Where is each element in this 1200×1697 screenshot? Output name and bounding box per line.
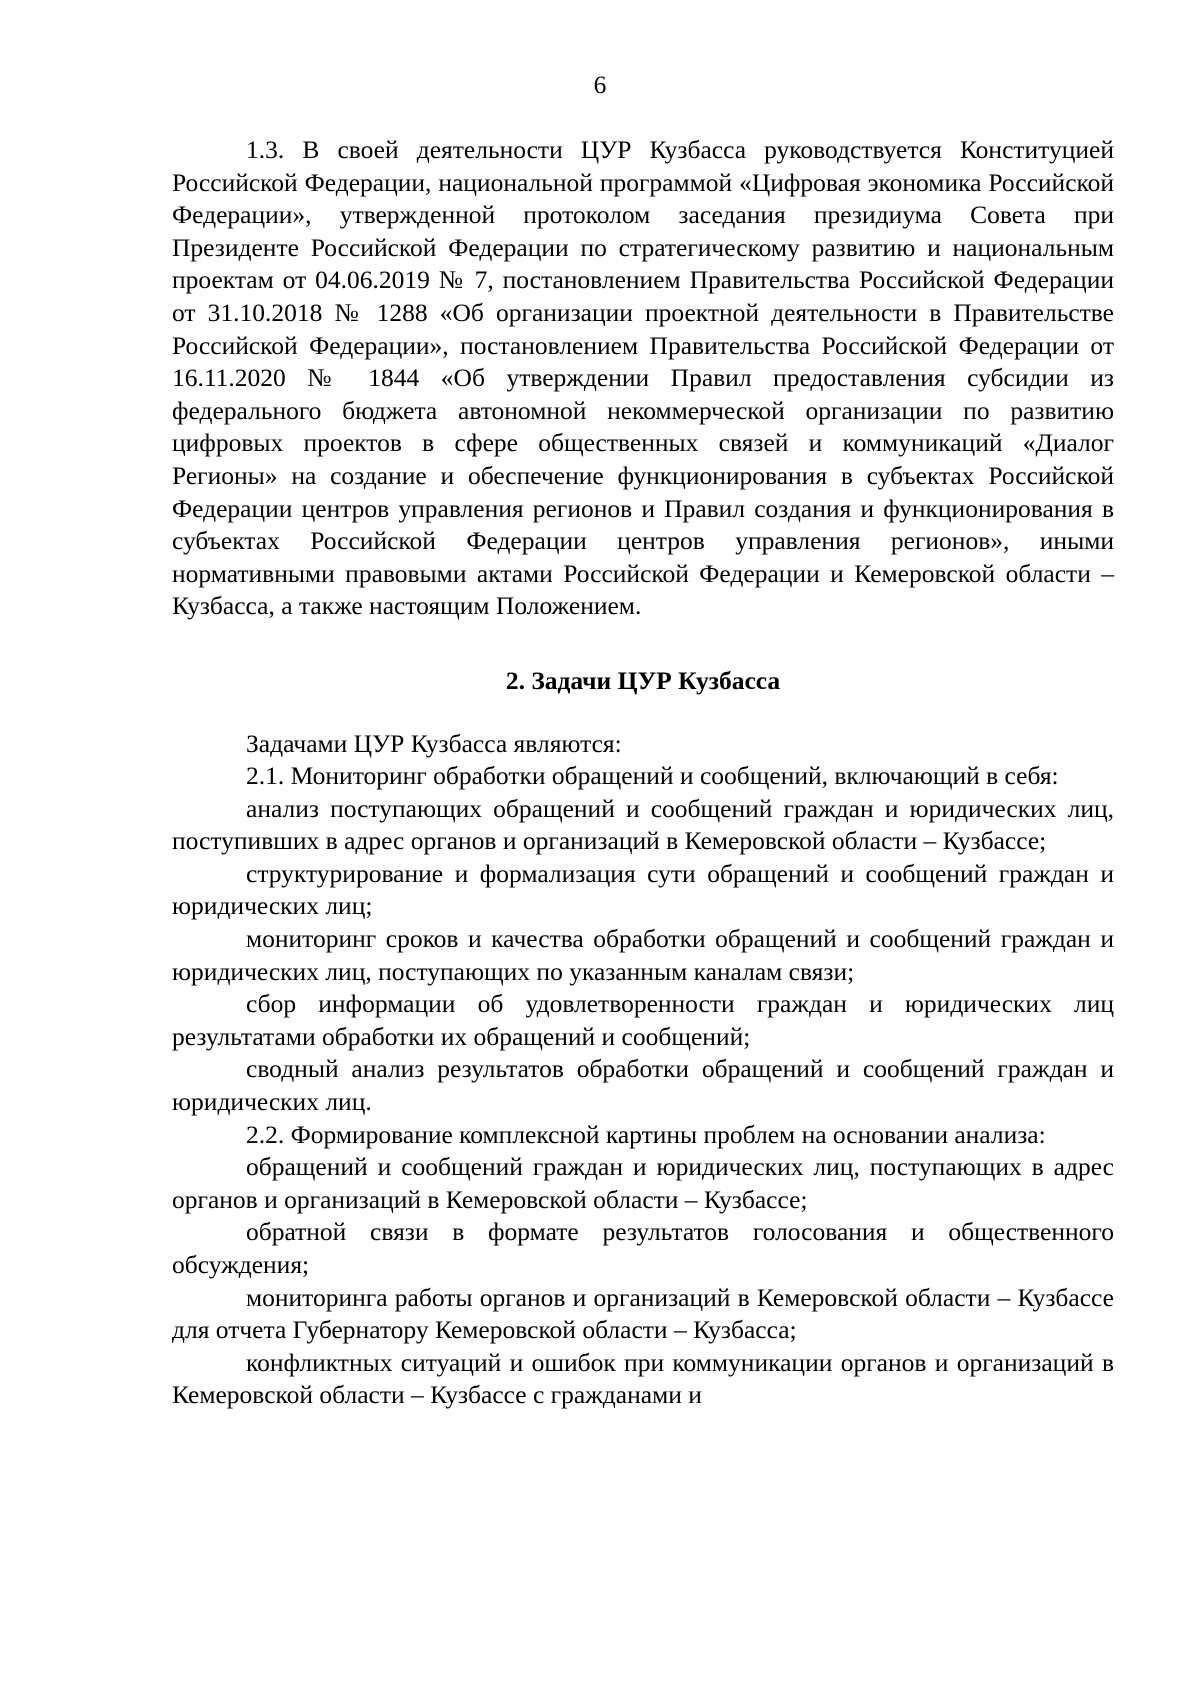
- page-number: 6: [593, 70, 607, 99]
- paragraph: 2.2. Формирование комплексной картины проблем на основании анализа:: [246, 1119, 1046, 1149]
- paragraph: структурирование и формализация сути обращений и сообщений граждан и юридических лиц;: [172, 858, 1114, 921]
- paragraph: сводный анализ результатов обработки обращений и сообщений граждан и юридических лиц.: [172, 1054, 1114, 1117]
- paragraph: обращений и сообщений граждан и юридических лиц, поступающих в адрес органов и организаций в Кемеровской области – Кузбассе;: [172, 1152, 1114, 1214]
- paragraph: мониторинг сроков и качества обработки обращений и сообщений граждан и юридических лиц, поступающих по указанным каналам связи;: [172, 924, 1114, 986]
- paragraph: Задачами ЦУР Кузбасса являются:: [246, 728, 622, 758]
- paragraph-1-3: 1.3. В своей деятельности ЦУР Кузбасса руководствуется Конституцией Российской Федерации, национальной программой «Цифровая экономика Российской Федерации», утвержденной протоколом заседания президиума Совета при Президенте Российской Федерации по стратегическому развитию и национальным проектам от 04.06.2019 № 7, постановлением Правительства Российской Федерации от 31.10.2018 № 1288 «Об организации проектной деятельности в Правительстве Российской Федерации», постановлением Правительства Российской Федерации от 16.11.2020 № 1844 «Об утверждении Правил предоставления субсидии из федерального бюджета автономной некоммерческой организации по развитию цифровых проектов в сфере общественных связей и коммуникаций «Диалог Регионы» на создание и обеспечение функционирования в субъектах Российской Федерации центров управления регионов и Правил создания и функционирования в субъектах Российской Федерации центров управления регионов», иными нормативными правовыми актами Российской Федерации и Кемеровской области – Кузбасса, а также настоящим Положением.: [172, 135, 1114, 621]
- paragraph: конфликтных ситуаций и ошибок при коммуникации органов и организаций в Кемеровской области – Кузбассе с гражданами и: [172, 1347, 1114, 1410]
- paragraph: мониторинга работы органов и организаций в Кемеровской области – Кузбассе для отчета Губернатору Кемеровской области – Кузбасса;: [172, 1282, 1114, 1345]
- paragraph: 2.1. Мониторинг обработки обращений и сообщений, включающий в себя:: [246, 761, 1059, 791]
- paragraph: обратной связи в формате результатов голосования и общественного обсуждения;: [172, 1217, 1114, 1279]
- section-2-heading: 2. Задачи ЦУР Кузбасса: [505, 665, 781, 695]
- paragraph: сбор информации об удовлетворенности граждан и юридических лиц результатами обработки их обращений и сообщений;: [172, 989, 1114, 1051]
- document-body: [172, 134, 1114, 1412]
- paragraph: анализ поступающих обращений и сообщений граждан и юридических лиц, поступивших в адрес органов и организаций в Кемеровской области – Кузбассе;: [172, 793, 1114, 856]
